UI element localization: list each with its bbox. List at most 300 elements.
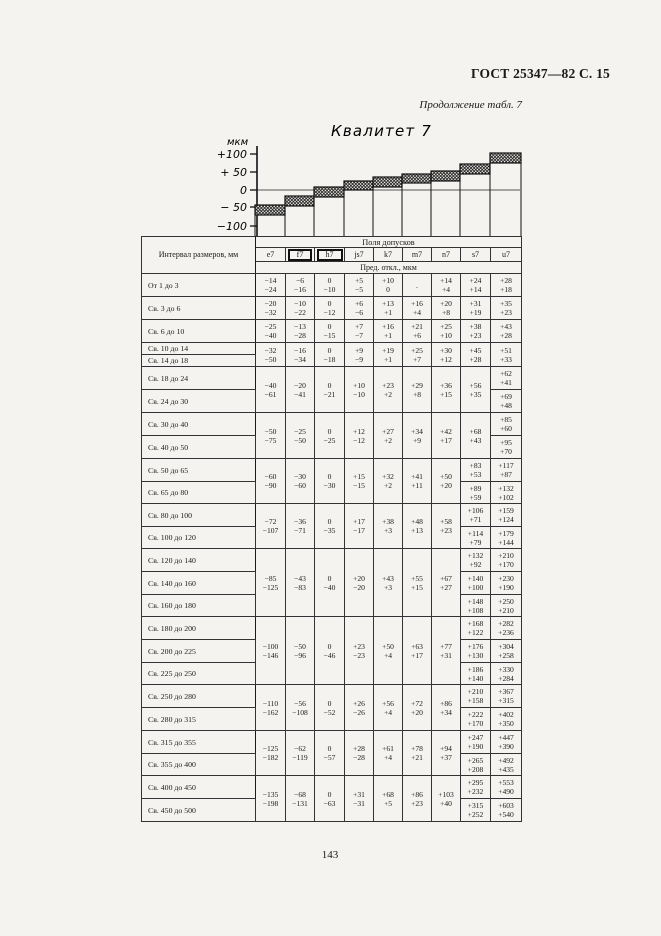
- value-cell-js7: [345, 367, 374, 413]
- upper-deviation: +35: [500, 299, 512, 308]
- table-row: [142, 459, 522, 482]
- upper-deviation: +38: [469, 322, 482, 331]
- value-cell-u7: [491, 320, 522, 343]
- upper-deviation: +7: [354, 322, 364, 331]
- upper-deviation: +25: [411, 345, 423, 355]
- value-cell-h7: [315, 685, 345, 731]
- value-cell-u7: [491, 640, 522, 663]
- upper-deviation: +186: [467, 664, 484, 674]
- value-cell-u7: [491, 617, 522, 640]
- lower-deviation: −17: [353, 526, 365, 535]
- lower-deviation: +4: [412, 308, 422, 317]
- upper-deviation: −56: [294, 698, 306, 708]
- upper-deviation: −10: [294, 299, 306, 308]
- upper-deviation: +6: [354, 299, 364, 308]
- lower-deviation: −35: [323, 526, 336, 535]
- value-cell-js7: [345, 320, 374, 343]
- value-cell-k7: [374, 549, 403, 617]
- upper-deviation: −60: [264, 472, 277, 481]
- interval-cell: Св. 140 до 160: [142, 572, 256, 595]
- upper-deviation: +94: [440, 744, 452, 753]
- upper-deviation: 0: [327, 299, 332, 308]
- value-cell-s7: [461, 274, 491, 297]
- value-cell-n7: [432, 617, 461, 685]
- value-cell-u7: [491, 343, 522, 367]
- value-cell-m7: [403, 274, 432, 297]
- value-cell-m7: [403, 320, 432, 343]
- interval-cell: Св. 450 до 500: [142, 799, 256, 822]
- lower-deviation: −162: [262, 707, 279, 717]
- value-cell-k7: [374, 274, 403, 297]
- lower-deviation: +15: [440, 389, 452, 399]
- upper-deviation: 0: [327, 426, 332, 436]
- table-row: [142, 320, 522, 343]
- interval-cell: Св. 180 до 200: [142, 617, 256, 640]
- value-cell-e7: [256, 343, 286, 367]
- upper-deviation: −6: [295, 276, 305, 285]
- lower-deviation: +1: [383, 354, 393, 364]
- lower-deviation: +350: [498, 719, 514, 728]
- upper-deviation: +25: [440, 322, 452, 331]
- upper-deviation: −85: [264, 573, 277, 583]
- lower-deviation: −40: [323, 582, 336, 592]
- lower-deviation: −50: [264, 354, 277, 364]
- interval-cell: Св. 6 до 10: [142, 320, 256, 343]
- upper-deviation: +132: [498, 483, 514, 493]
- value-cell-s7: [461, 343, 491, 367]
- lower-deviation: +14: [469, 285, 482, 294]
- value-cell-u7: [491, 504, 522, 527]
- field-label-h7: h7: [317, 249, 343, 261]
- value-cell-s7: [461, 640, 491, 663]
- lower-deviation: +435: [498, 764, 514, 774]
- lower-deviation: +70: [500, 447, 512, 456]
- upper-deviation: +179: [498, 528, 514, 538]
- upper-deviation: +50: [440, 472, 452, 481]
- diagram-unit: мкм: [227, 137, 249, 148]
- upper-deviation: +17: [353, 517, 365, 526]
- table-row: [142, 504, 522, 527]
- value-cell-s7: [461, 685, 491, 708]
- lower-deviation: −22: [294, 308, 306, 317]
- lower-deviation: −5: [354, 285, 364, 294]
- lower-deviation: +208: [467, 764, 484, 774]
- value-cell-e7: [256, 459, 286, 504]
- lower-deviation: +20: [440, 481, 452, 490]
- lower-deviation: +124: [498, 515, 514, 524]
- value-cell-f7: [286, 504, 315, 549]
- lower-deviation: +53: [469, 470, 482, 479]
- lower-deviation: +71: [469, 515, 482, 524]
- value-cell-s7: [461, 320, 491, 343]
- value-cell-h7: [315, 343, 345, 367]
- value-cell-s7: [461, 459, 491, 482]
- value-cell-e7: [256, 274, 286, 297]
- lower-deviation: +23: [469, 331, 482, 340]
- value-cell-e7: [256, 549, 286, 617]
- upper-deviation: +13: [382, 299, 394, 308]
- lower-deviation: −6: [354, 308, 364, 317]
- upper-deviation: +106: [467, 506, 484, 515]
- page-header: ГОСТ 25347—82 С. 15: [471, 66, 610, 81]
- lower-deviation: +15: [411, 582, 423, 592]
- value-cell-e7: [256, 320, 286, 343]
- interval-cell: От 1 до 3: [142, 274, 256, 297]
- lower-deviation: +3: [383, 526, 393, 535]
- upper-deviation: +23: [382, 380, 394, 390]
- value-cell-k7: [374, 685, 403, 731]
- upper-deviation: +95: [500, 438, 512, 447]
- value-cell-n7: [432, 297, 461, 320]
- lower-deviation: +315: [498, 696, 514, 705]
- value-cell-h7: [315, 776, 345, 822]
- lower-deviation: +2: [383, 481, 393, 490]
- tolerance-field-bar-k7: [373, 177, 402, 187]
- lower-deviation: −61: [264, 389, 277, 399]
- value-cell-u7: [491, 572, 522, 595]
- lower-deviation: +23: [440, 526, 452, 535]
- value-cell-f7: [286, 459, 315, 504]
- upper-deviation: +117: [498, 461, 514, 470]
- lower-deviation: +190: [467, 742, 484, 751]
- upper-deviation: +16: [382, 322, 394, 331]
- lower-deviation: −25: [323, 435, 336, 445]
- table-row: [142, 274, 522, 297]
- value-cell-e7: [256, 776, 286, 822]
- upper-deviation: +5: [354, 276, 364, 285]
- upper-deviation: +28: [353, 744, 365, 753]
- upper-deviation: +148: [467, 596, 484, 606]
- lower-deviation: −182: [262, 753, 279, 762]
- lower-deviation: −41: [294, 389, 306, 399]
- upper-deviation: +51: [500, 345, 512, 355]
- upper-deviation: 0: [327, 276, 332, 285]
- upper-deviation: +50: [382, 641, 394, 651]
- diagram-tick-label: +100: [216, 148, 247, 161]
- lower-deviation: +48: [500, 401, 512, 410]
- lower-deviation: +9: [412, 435, 422, 445]
- value-cell-js7: [345, 731, 374, 776]
- interval-cell: Св. 315 до 355: [142, 731, 256, 754]
- upper-deviation: −25: [294, 426, 306, 436]
- page-number: 143: [321, 849, 339, 861]
- upper-deviation: −25: [264, 322, 277, 331]
- value-cell-h7: [315, 297, 345, 320]
- upper-deviation: +27: [382, 426, 394, 436]
- lower-deviation: +210: [498, 605, 514, 615]
- interval-cell: Св. 280 до 315: [142, 708, 256, 731]
- upper-deviation: +16: [411, 299, 423, 308]
- tolerance-field-bar-f7: [285, 196, 314, 206]
- value-cell-m7: [403, 413, 432, 459]
- lower-deviation: +11: [411, 481, 423, 490]
- value-cell-k7: [374, 413, 403, 459]
- table-row: [142, 297, 522, 320]
- upper-deviation: 0: [327, 573, 332, 583]
- value-cell-u7: [491, 776, 522, 799]
- upper-deviation: 0: [327, 472, 332, 481]
- lower-deviation: +23: [500, 308, 512, 317]
- lower-deviation: −20: [353, 582, 365, 592]
- lower-deviation: −71: [294, 526, 306, 535]
- lower-deviation: +252: [467, 810, 484, 819]
- upper-deviation: +86: [440, 698, 452, 708]
- table-continuation-caption: Продолжение табл. 7: [419, 99, 522, 111]
- diagram-column-line: [255, 215, 285, 236]
- interval-cell: Св. 120 до 140: [142, 549, 256, 572]
- upper-deviation: 0: [327, 744, 332, 753]
- field-header-f7: [286, 248, 315, 262]
- lower-deviation: +92: [469, 560, 482, 569]
- value-cell-s7: [461, 776, 491, 799]
- upper-deviation: +43: [382, 573, 394, 583]
- upper-deviation: +247: [467, 733, 484, 742]
- value-cell-e7: [256, 731, 286, 776]
- table-row: [142, 617, 522, 640]
- field-header-k7: k7: [374, 248, 403, 262]
- value-cell-h7: [315, 320, 345, 343]
- upper-deviation: +210: [498, 551, 514, 560]
- upper-deviation: .: [416, 280, 418, 290]
- lower-deviation: +2: [383, 389, 393, 399]
- upper-deviation: +28: [500, 276, 512, 285]
- value-cell-s7: [461, 595, 491, 617]
- lower-deviation: −21: [323, 389, 336, 399]
- upper-deviation: +26: [353, 698, 365, 708]
- diagram-column-line: [285, 206, 314, 236]
- value-cell-h7: [315, 504, 345, 549]
- lower-deviation: +490: [498, 787, 514, 796]
- value-cell-n7: [432, 367, 461, 413]
- upper-deviation: +20: [353, 573, 365, 583]
- field-header-h7: [315, 248, 345, 262]
- upper-deviation: +21: [411, 322, 423, 331]
- upper-deviation: +89: [469, 483, 482, 493]
- interval-cell: Св. 14 до 18: [142, 355, 256, 367]
- diagram-column-line: [460, 174, 490, 236]
- value-cell-s7: [461, 799, 491, 822]
- upper-deviation: +45: [469, 345, 482, 355]
- upper-deviation: +553: [498, 778, 514, 787]
- lower-deviation: +8: [412, 389, 422, 399]
- lower-deviation: +43: [469, 435, 482, 445]
- value-cell-f7: [286, 685, 315, 731]
- table-row: [142, 343, 522, 355]
- upper-deviation: +29: [411, 380, 423, 390]
- upper-deviation: +265: [467, 755, 484, 765]
- upper-deviation: +69: [500, 392, 512, 401]
- value-cell-u7: [491, 459, 522, 482]
- lower-deviation: +284: [498, 673, 514, 683]
- lower-deviation: +79: [469, 537, 482, 547]
- lower-deviation: +3: [383, 582, 393, 592]
- value-cell-e7: [256, 413, 286, 459]
- upper-deviation: −20: [294, 380, 306, 390]
- lower-deviation: +41: [500, 378, 512, 387]
- upper-deviation: +176: [467, 642, 484, 651]
- value-cell-f7: [286, 320, 315, 343]
- value-cell-n7: [432, 685, 461, 731]
- upper-deviation: −13: [294, 322, 306, 331]
- upper-deviation: +10: [382, 276, 394, 285]
- value-cell-u7: [491, 595, 522, 617]
- upper-deviation: +85: [500, 415, 512, 424]
- value-cell-s7: [461, 367, 491, 413]
- field-header-m7: m7: [403, 248, 432, 262]
- table-row: [142, 367, 522, 390]
- value-cell-u7: [491, 297, 522, 320]
- lower-deviation: −28: [294, 331, 306, 340]
- lower-deviation: +232: [467, 787, 484, 796]
- lower-deviation: +31: [440, 650, 452, 660]
- lower-deviation: +1: [383, 308, 393, 317]
- upper-deviation: +282: [498, 619, 514, 628]
- value-cell-k7: [374, 504, 403, 549]
- interval-cell: Св. 65 до 80: [142, 482, 256, 504]
- lower-deviation: +190: [498, 583, 514, 592]
- upper-deviation: +159: [498, 506, 514, 515]
- lower-deviation: −10: [353, 389, 365, 399]
- diagram-tick-label: 0: [240, 184, 247, 197]
- upper-deviation: +31: [469, 299, 482, 308]
- lower-deviation: −18: [323, 354, 336, 364]
- value-cell-m7: [403, 367, 432, 413]
- interval-cell: Св. 200 до 225: [142, 640, 256, 663]
- value-cell-js7: [345, 297, 374, 320]
- lower-deviation: +2: [383, 435, 393, 445]
- upper-deviation: +56: [382, 698, 394, 708]
- value-cell-u7: [491, 390, 522, 413]
- tolerance-field-bar-u7: [490, 153, 521, 163]
- lower-deviation: +34: [440, 707, 452, 717]
- upper-deviation: +402: [498, 710, 514, 719]
- interval-cell: Св. 80 до 100: [142, 504, 256, 527]
- tolerance-field-bar-m7: [402, 174, 431, 183]
- lower-deviation: −15: [353, 481, 365, 490]
- lower-deviation: +8: [441, 308, 451, 317]
- upper-deviation: −32: [264, 345, 277, 355]
- value-cell-s7: [461, 663, 491, 685]
- value-cell-m7: [403, 549, 432, 617]
- lower-deviation: −52: [323, 707, 336, 717]
- lower-deviation: −146: [262, 650, 279, 660]
- field-header-js7: js7: [345, 248, 374, 262]
- lower-deviation: −108: [292, 707, 308, 717]
- lower-deviation: +40: [440, 798, 452, 808]
- lower-deviation: −10: [323, 285, 336, 294]
- upper-deviation: +10: [353, 380, 365, 390]
- value-cell-k7: [374, 297, 403, 320]
- upper-deviation: +38: [382, 517, 394, 526]
- value-cell-h7: [315, 731, 345, 776]
- upper-deviation: +68: [382, 789, 394, 799]
- upper-deviation: +9: [354, 345, 364, 355]
- value-cell-f7: [286, 413, 315, 459]
- value-cell-k7: [374, 776, 403, 822]
- lower-deviation: −131: [292, 798, 308, 808]
- lower-deviation: −32: [264, 308, 277, 317]
- value-cell-s7: [461, 754, 491, 776]
- upper-deviation: +68: [469, 426, 482, 436]
- lower-deviation: −16: [294, 285, 306, 294]
- upper-deviation: +210: [467, 687, 484, 696]
- lower-deviation: +170: [467, 719, 484, 728]
- value-cell-s7: [461, 482, 491, 504]
- field-header-u7: u7: [491, 248, 522, 262]
- upper-deviation: +24: [469, 276, 482, 285]
- lower-deviation: −24: [264, 285, 277, 294]
- value-cell-n7: [432, 413, 461, 459]
- value-cell-m7: [403, 617, 432, 685]
- upper-deviation: +367: [498, 687, 514, 696]
- lower-deviation: −12: [323, 308, 336, 317]
- interval-header-cell: [142, 237, 256, 274]
- value-cell-u7: [491, 799, 522, 822]
- upper-deviation: +72: [411, 698, 423, 708]
- upper-deviation: +23: [353, 641, 365, 651]
- value-cell-f7: [286, 274, 315, 297]
- upper-deviation: +43: [500, 322, 512, 331]
- upper-deviation: +114: [467, 528, 484, 538]
- lower-deviation: −107: [262, 526, 279, 535]
- upper-deviation: −110: [262, 698, 279, 708]
- lower-deviation: +12: [440, 354, 452, 364]
- interval-cell: Св. 355 до 400: [142, 754, 256, 776]
- upper-deviation: 0: [327, 380, 332, 390]
- lower-deviation: +35: [469, 389, 482, 399]
- upper-deviation: +168: [467, 619, 484, 628]
- value-cell-u7: [491, 663, 522, 685]
- upper-deviation: −62: [294, 744, 306, 753]
- tolerance-table: [141, 236, 522, 822]
- value-cell-m7: [403, 731, 432, 776]
- upper-deviation: +31: [353, 789, 365, 799]
- upper-deviation: −20: [264, 299, 277, 308]
- upper-deviation: +48: [411, 517, 423, 526]
- value-cell-h7: [315, 459, 345, 504]
- lower-deviation: 0: [386, 285, 390, 294]
- lower-deviation: +60: [500, 424, 512, 433]
- value-cell-f7: [286, 617, 315, 685]
- lower-deviation: −90: [264, 481, 277, 490]
- upper-deviation: +55: [411, 573, 423, 583]
- value-cell-f7: [286, 297, 315, 320]
- lower-deviation: +102: [498, 492, 514, 502]
- upper-deviation: +330: [498, 664, 514, 674]
- lower-deviation: +540: [498, 810, 514, 819]
- lower-deviation: +140: [467, 673, 484, 683]
- lower-deviation: +108: [467, 605, 484, 615]
- upper-deviation: −125: [262, 744, 279, 753]
- lower-deviation: +17: [411, 650, 423, 660]
- interval-cell: Св. 3 до 6: [142, 297, 256, 320]
- lower-deviation: +28: [469, 354, 482, 364]
- value-cell-f7: [286, 367, 315, 413]
- value-cell-n7: [432, 320, 461, 343]
- upper-deviation: +140: [467, 574, 484, 583]
- value-cell-k7: [374, 320, 403, 343]
- lower-deviation: −50: [294, 435, 306, 445]
- lower-deviation: +4: [383, 650, 393, 660]
- value-cell-n7: [432, 731, 461, 776]
- value-cell-m7: [403, 459, 432, 504]
- lower-deviation: +21: [411, 753, 423, 762]
- value-cell-m7: [403, 504, 432, 549]
- tolerance-field-bar-e7: [255, 205, 285, 215]
- value-cell-s7: [461, 708, 491, 731]
- value-cell-h7: [315, 617, 345, 685]
- value-cell-s7: [461, 413, 491, 459]
